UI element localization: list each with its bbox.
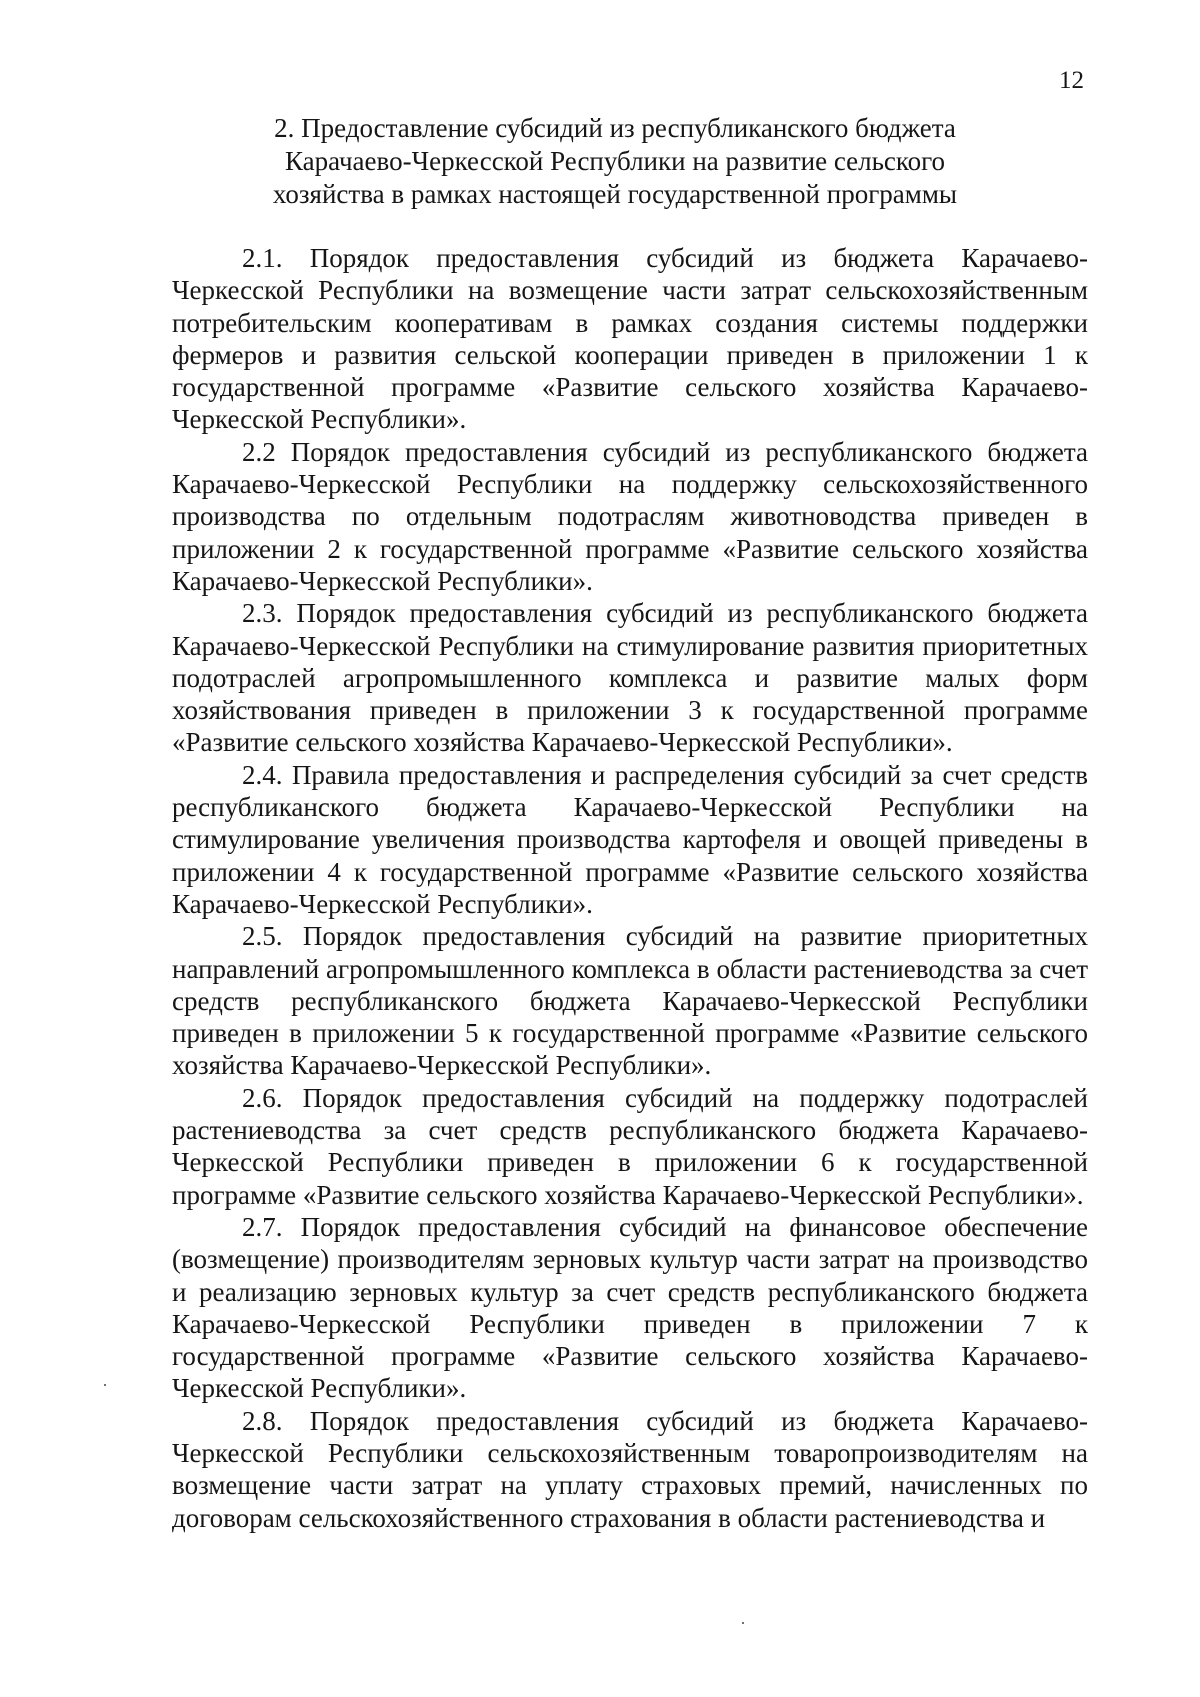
scan-speck (742, 1622, 744, 1624)
paragraph-2-5: 2.5. Порядок предоставления субсидий на развитие приоритетных направлений агропромышленного комплекса в области растениеводства за счет средств республиканского бюджета Карачаево-Черкесской Республики приведен в приложении 5 к государственной программе «Развитие сельского хозяйства Карачаево-Черкесской Республики». (172, 921, 1088, 1081)
document-body (172, 242, 1088, 1534)
paragraph-2-7: 2.7. Порядок предоставления субсидий на финансовое обеспечение (возмещение) производителям зерновых культур части затрат на производство и реализацию зерновых культур за счет средств республиканского бюджета Карачаево-Черкесской Республики приведен в приложении 7 к государственной программе «Развитие сельского хозяйства Карачаево-Черкесской Республики». (172, 1211, 1088, 1404)
paragraph-2-8: 2.8. Порядок предоставления субсидий из бюджета Карачаево-Черкесской Республики сельскохозяйственным товаропроизводителям на возмещение части затрат на уплату страховых премий, начисленных по договорам сельскохозяйственного страхования в области растениеводства и (172, 1405, 1088, 1533)
paragraph-2-2: 2.2 Порядок предоставления субсидий из республиканского бюджета Карачаево-Черкесской Республики на поддержку сельскохозяйственного производства по отдельным подотраслям животноводства приведен в приложении 2 к государственной программе «Развитие сельского хозяйства Карачаево-Черкесской Республики». (172, 436, 1088, 596)
page-number: 12 (1059, 67, 1084, 94)
paragraph-2-3: 2.3. Порядок предоставления субсидий из республиканского бюджета Карачаево-Черкесской Республики на стимулирование развития приоритетных подотраслей агропромышленного комплекса и развитие малых форм хозяйствования приведен в приложении 3 к государственной программе «Развитие сельского хозяйства Карачаево-Черкесской Республики». (172, 598, 1088, 758)
paragraph-2-1: 2.1. Порядок предоставления субсидий из бюджета Карачаево-Черкесской Республики на возмещение части затрат сельскохозяйственным потребительским кооперативам в рамках создания системы поддержки фермеров и развития сельской кооперации приведен в приложении 1 к государственной программе «Развитие сельского хозяйства Карачаево-Черкесской Республики». (172, 243, 1088, 435)
section-heading (200, 112, 1030, 211)
heading-line: хозяйства в рамках настоящей государственной программы (272, 179, 958, 209)
heading-line: Карачаево-Черкесской Республики на развитие сельского (284, 146, 946, 176)
heading-line: 2. Предоставление субсидий из республиканского бюджета (274, 113, 956, 143)
scan-speck (104, 1384, 106, 1386)
paragraph-2-6: 2.6. Порядок предоставления субсидий на поддержку подотраслей растениеводства за счет средств республиканского бюджета Карачаево-Черкесской Республики приведен в приложении 6 к государственной программе «Развитие сельского хозяйства Карачаево-Черкесской Республики». (172, 1082, 1088, 1210)
paragraph-2-4: 2.4. Правила предоставления и распределения субсидий за счет средств республиканского бюджета Карачаево-Черкесской Республики на стимулирование увеличения производства картофеля и овощей приведены в приложении 4 к государственной программе «Развитие сельского хозяйства Карачаево-Черкесской Республики». (172, 759, 1088, 919)
